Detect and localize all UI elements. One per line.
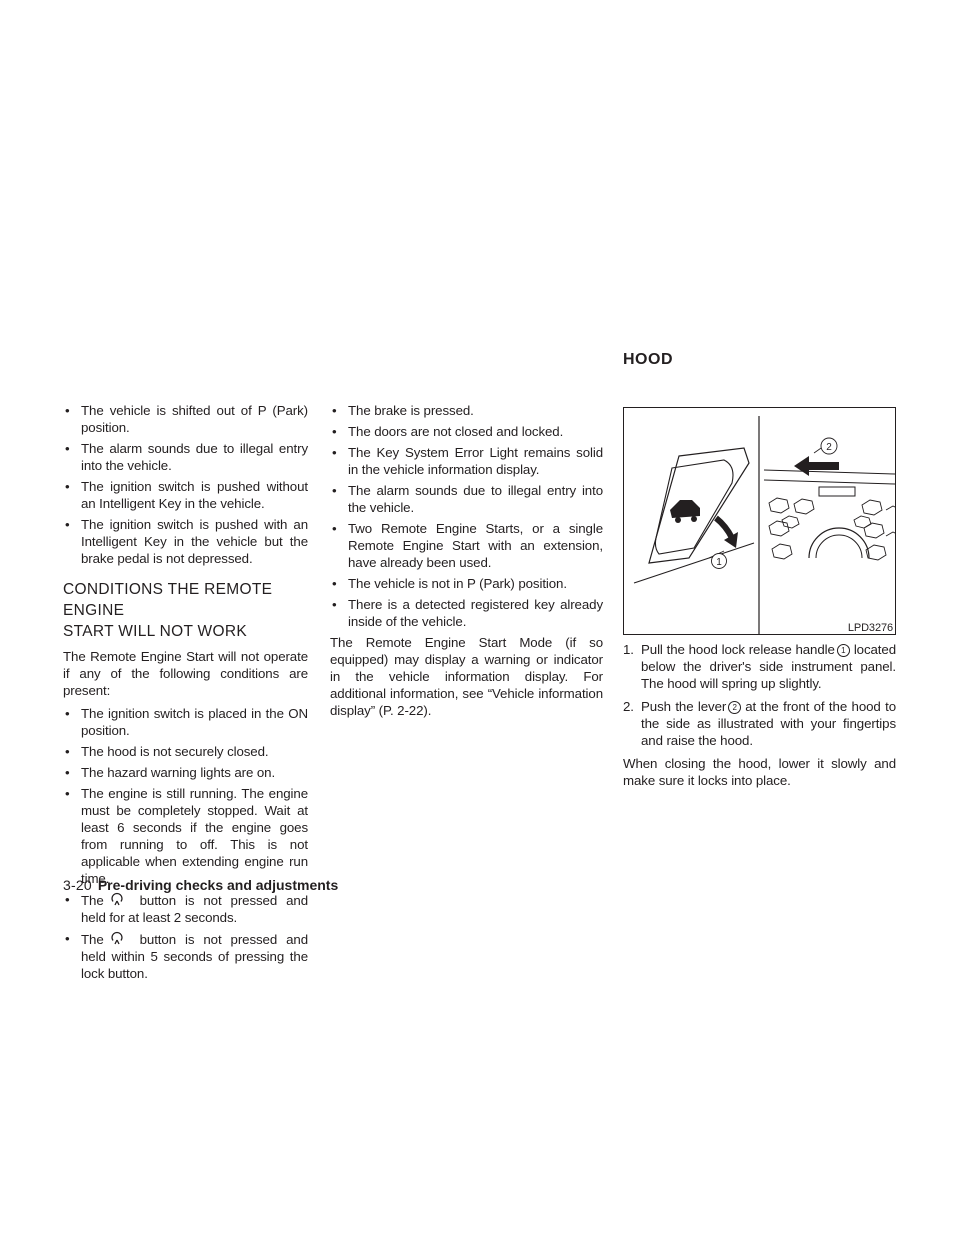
conditions-not-work-list — [63, 705, 308, 982]
button-item-pre: The — [81, 932, 104, 947]
section-heading-line1: CONDITIONS THE REMOTE ENGINE — [63, 581, 273, 619]
chapter-title: Pre-driving checks and adjustments — [97, 877, 339, 893]
list-item — [623, 698, 896, 749]
list-item: • The ignition switch is pushed with an Intelligent Key in the vehicle but the brake pedal is not depressed. — [63, 516, 308, 567]
conditions-continued-list — [330, 402, 603, 630]
display-note-paragraph: The Remote Engine Start Mode (if so equipped) may display a warning or indicator in the vehicle information display. For additional information, see “Vehicle information display” (P. 2-22). — [330, 635, 603, 718]
page-number: 3-20 — [63, 877, 92, 893]
conditions-stop-list — [63, 402, 308, 567]
figure-code: LPD3276 — [847, 622, 893, 634]
list-item: • The brake is pressed. — [330, 402, 603, 419]
list-item — [623, 641, 896, 692]
left-column — [63, 402, 308, 986]
list-item: • Two Remote Engine Starts, or a single Remote Engine Start with an extension, have already been used. — [330, 520, 603, 571]
closing-paragraph: When closing the hood, lower it slowly and make sure it locks into place. — [623, 756, 896, 788]
step-text-pre: Push the lever — [641, 699, 727, 714]
step-number: 2. — [623, 699, 634, 714]
list-item: • The ignition switch is pushed without an Intelligent Key in the vehicle. — [63, 478, 308, 512]
hood-release-illustration — [623, 407, 896, 635]
page-footer — [63, 877, 338, 893]
section-heading-line2: START WILL NOT WORK — [63, 623, 247, 640]
list-item: • The Key System Error Light remains solid in the vehicle information display. — [330, 444, 603, 478]
button-item-post: button is not pressed and held within 5 seconds of pressing the lock button. — [81, 932, 308, 981]
intro-paragraph: The Remote Engine Start will not operate if any of the following conditions are present: — [63, 649, 308, 698]
hood-section-title: HOOD — [623, 351, 673, 368]
list-item: • The hood is not securely closed. — [63, 743, 308, 760]
hood-steps-list — [623, 641, 896, 749]
right-column — [623, 402, 896, 795]
section-heading — [63, 579, 308, 642]
list-item: • There is a detected registered key already inside of the vehicle. — [330, 596, 603, 630]
remote-start-icon — [110, 931, 124, 945]
button-item-post: button is not pressed and held for at least 2 seconds. — [81, 893, 308, 925]
hood-illustration-svg — [624, 408, 895, 634]
list-item: • The vehicle is shifted out of P (Park) position. — [63, 402, 308, 436]
middle-column — [330, 402, 603, 725]
callout-1-label: 1 — [716, 557, 722, 568]
list-item: • The hazard warning lights are on. — [63, 764, 308, 781]
list-item: • The doors are not closed and locked. — [330, 423, 603, 440]
list-item: • The alarm sounds due to illegal entry into the vehicle. — [63, 440, 308, 474]
list-item — [63, 891, 308, 926]
callout-2-label: 2 — [826, 442, 832, 453]
callout-marker: 2 — [728, 701, 741, 714]
step-text-pre: Pull the hood lock release handle — [641, 642, 835, 657]
button-item-pre: The — [81, 893, 104, 908]
step-text-post: at the front of the hood to the side as illustrated with your fingertips and raise the hood. — [641, 699, 896, 748]
list-item: • The alarm sounds due to illegal entry into the vehicle. — [330, 482, 603, 516]
step-text-post: located below the driver's side instrument panel. The hood will spring up slightly. — [641, 642, 896, 691]
list-item: • The vehicle is not in P (Park) position. — [330, 575, 603, 592]
step-number: 1. — [623, 642, 634, 657]
callout-marker: 1 — [837, 644, 850, 657]
list-item — [63, 930, 308, 982]
list-item: • The engine is still running. The engine must be completely stopped. Wait at least 6 seconds if the engine goes from running to off. This is not applicable when extending engine run time. — [63, 785, 308, 887]
remote-start-icon — [110, 892, 124, 906]
list-item: • The ignition switch is placed in the ON position. — [63, 705, 308, 739]
